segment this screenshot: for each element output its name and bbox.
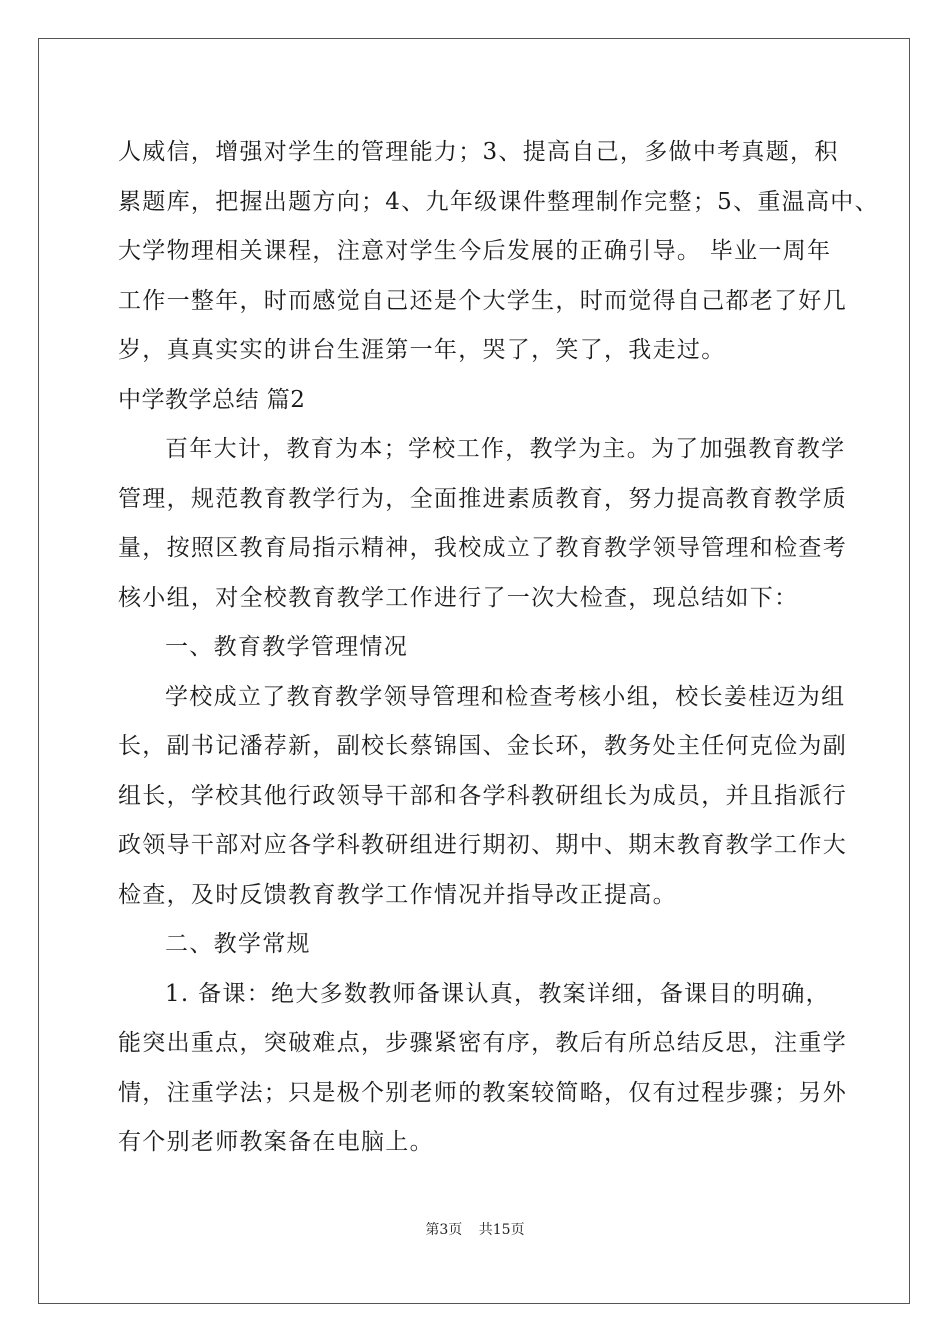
section-heading: 中学教学总结 篇2 <box>118 386 306 413</box>
text-line: 大学物理相关课程，注意对学生今后发展的正确引导。 毕业一周年 <box>118 238 832 264</box>
document-body <box>118 128 879 1168</box>
text-line: 核小组，对全校教育教学工作进行了一次大检查，现总结如下： <box>118 584 799 611</box>
text-line: 一、教育教学管理情况 <box>165 634 408 660</box>
text-line: 检查，及时反馈教育教学工作情况并指导改正提高。 <box>118 881 677 908</box>
text-line: 1. 备课：绝大多数教师备课认真，教案详细，备课目的明确， <box>165 980 830 1007</box>
text-line: 组长，学校其他行政领导干部和各学科教研组长为成员，并且指派行 <box>118 782 847 809</box>
text-line: 人威信，增强对学生的管理能力；3、提高自己，多做中考真题，积 <box>118 139 839 165</box>
page-number: 第3页 <box>425 1222 463 1238</box>
text-line: 岁，真真实实的讲台生涯第一年，哭了，笑了，我走过。 <box>118 337 726 363</box>
text-line: 量，按照区教育局指示精神，我校成立了教育教学领导管理和检查考 <box>118 535 847 561</box>
text-line: 百年大计，教育为本；学校工作，教学为主。为了加强教育教学 <box>165 436 846 462</box>
text-line: 管理，规范教育教学行为，全面推进素质教育，努力提高教育教学质 <box>118 485 847 512</box>
page-footer <box>0 1219 950 1239</box>
text-line: 二、教学常规 <box>165 931 311 957</box>
text-line: 能突出重点，突破难点，步骤紧密有序，教后有所总结反思，注重学 <box>118 1030 847 1056</box>
page-total: 共15页 <box>478 1222 525 1238</box>
text-line: 学校成立了教育教学领导管理和检查考核小组，校长姜桂迈为组 <box>165 683 846 710</box>
text-line: 累题库，把握出题方向；4、九年级课件整理制作完整；5、重温高中、 <box>118 188 879 215</box>
text-line: 工作一整年，时而感觉自己还是个大学生，时而觉得自己都老了好几 <box>118 287 847 314</box>
text-line: 长，副书记潘荐新，副校长蔡锦国、金长环，教务处主任何克俭为副 <box>118 733 847 759</box>
text-line: 有个别老师教案备在电脑上。 <box>118 1129 434 1155</box>
text-line: 情，注重学法；只是极个别老师的教案较简略，仅有过程步骤；另外 <box>118 1079 847 1106</box>
text-line: 政领导干部对应各学科教研组进行期初、期中、期末教育教学工作大 <box>118 832 847 858</box>
